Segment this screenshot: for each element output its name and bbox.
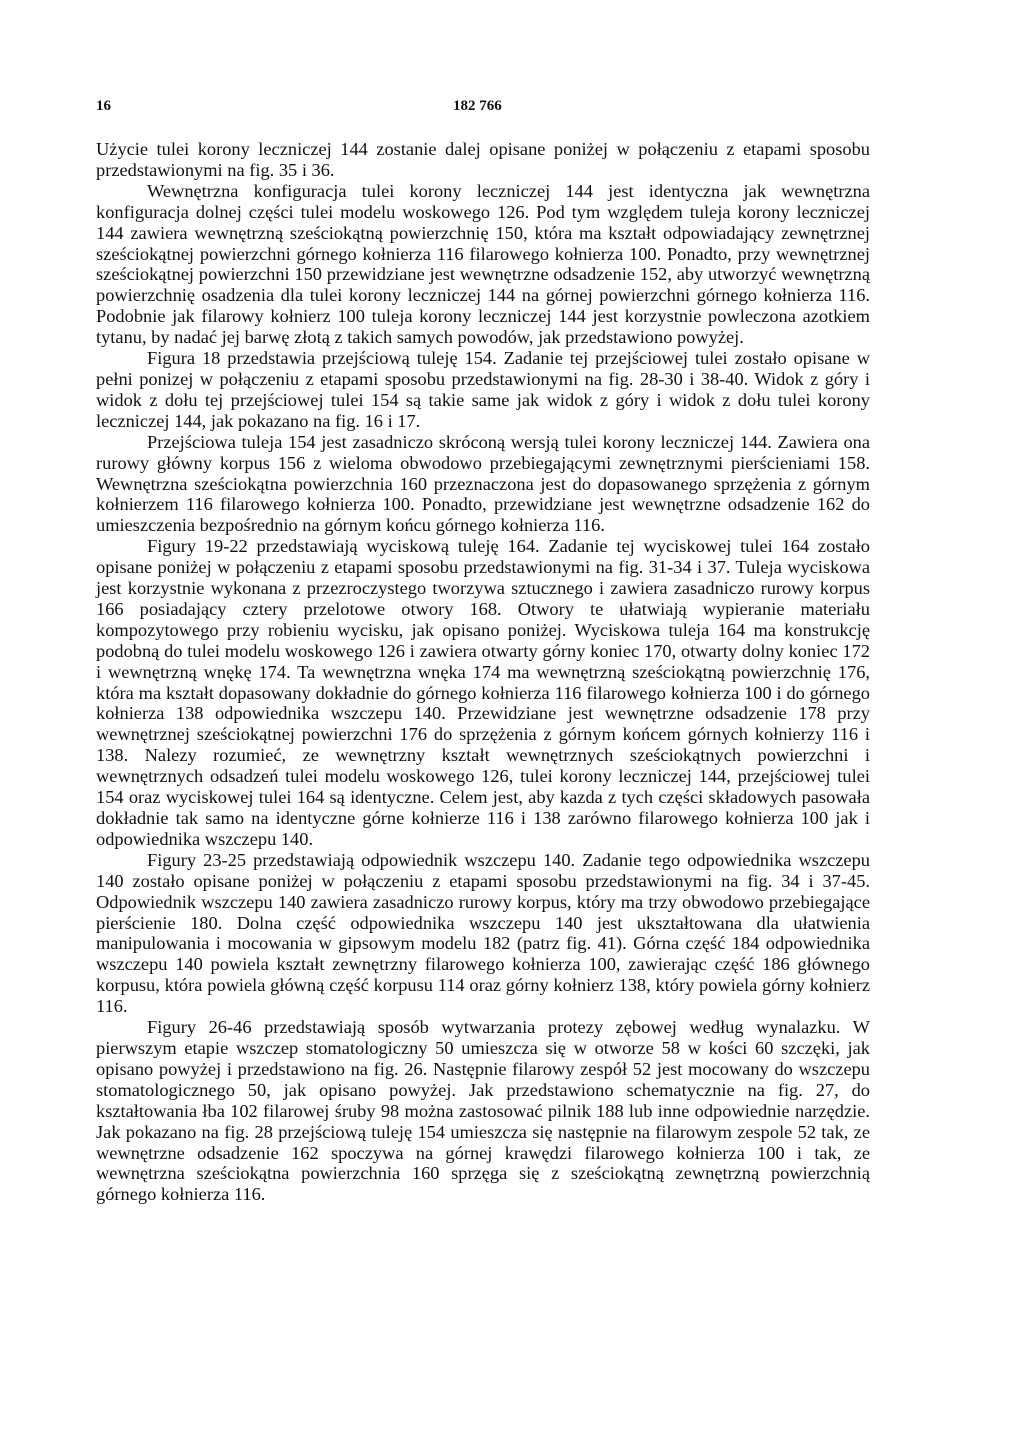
paragraph: Przejściowa tuleja 154 jest zasadniczo skróconą wersją tulei korony leczniczej 144. Zawiera ona rurowy główny korpus 156 z wieloma obwodowo przebiegającymi zewnętrznymi pierścieniami 158. Wewnętrzna sześciokątna powierzchnia 160 przeznaczona jest do dopasowanego sprzężenia z górnym kołnierzem 116 filarowego kołnierza 100. Ponadto, przewidziane jest wewnętrzne odsadzenie 162 do umieszczenia bezpośrednio na górnym końcu górnego kołnierza 116. (96, 431, 870, 536)
body-text (96, 139, 870, 1205)
page-number: 16 (96, 98, 111, 114)
paragraph: Figura 18 przedstawia przejściową tuleję 154. Zadanie tej przejściowej tulei zostało opisane w pełni ponizej w połączeniu z etapami sposobu przedstawionymi na fig. 28-30 i 38-40. Widok z góry i widok z dołu tej przejściowej tulei 154 są takie same jak widok z góry i widok z dołu tulei korony leczniczej 144, jak pokazano na fig. 16 i 17. (96, 348, 870, 431)
paragraph: Figury 23-25 przedstawiają odpowiednik wszczepu 140. Zadanie tego odpowiednika wszczepu 140 zostało opisane poniżej w połączeniu z etapami sposobu przedstawionymi na fig. 34 i 37-45. Odpowiednik wszczepu 140 zawiera zasadniczo rurowy korpus, który ma trzy obwodowo przebiegające pierścienie 180. Dolna część odpowiednika wszczepu 140 jest ukształtowana dla ułatwienia manipulowania i mocowania w gipsowym modelu 182 (patrz fig. 41). Górna część 184 odpowiednika wszczepu 140 powiela kształt zewnętrzny filarowego kołnierza 100, zawierając część 186 głównego korpusu, która powiela główną część korpusu 114 oraz górny kołnierz 138, który powiela górny kołnierz 116. (96, 849, 870, 1017)
paragraph: Figury 26-46 przedstawiają sposób wytwarzania protezy zębowej według wynalazku. W pierwszym etapie wszczep stomatologiczny 50 umieszcza się w otworze 58 w kości 60 szczęki, jak opisano powyżej i przedstawiono na fig. 26. Następnie filarowy zespół 52 jest mocowany do wszczepu stomatologicznego 50, jak opisano powyżej. Jak przedstawiono schematycznie na fig. 27, do kształtowania łba 102 filarowej śruby 98 można zastosować pilnik 188 lub inne odpowiednie narzędzie. Jak pokazano na fig. 28 przejściową tuleję 154 umieszcza się następnie na filarowym zespole 52 tak, ze wewnętrzne odsadzenie 162 spoczywa na górnej krawędzi filarowego kołnierza 100 i tak, ze wewnętrzna sześciokątna powierzchnia 160 sprzęga się z sześciokątną zewnętrzną powierzchnią górnego kołnierza 116. (96, 1017, 870, 1205)
paragraph: Wewnętrzna konfiguracja tulei korony leczniczej 144 jest identyczna jak wewnętrzna konfiguracja dolnej części tulei modelu woskowego 126. Pod tym względem tuleja korony leczniczej 144 zawiera wewnętrzną sześciokątną powierzchnię 150, która ma kształt odpowiadający zewnętrznej sześciokątnej powierzchni górnego kołnierza 116 filarowego kołnierza 100. Ponadto, przy wewnętrznej sześciokątnej powierzchni 150 przewidziane jest wewnętrzne odsadzenie 152, aby utworzyć wewnętrzną powierzchnię osadzenia dla tulei korony leczniczej 144 na górnej powierzchni górnego kołnierza 116. Podobnie jak filarowy kołnierz 100 tuleja korony leczniczej 144 jest korzystnie powleczona azotkiem tytanu, by nadać jej barwę złotą z takich samych powodów, jak przedstawiono powyżej. (96, 180, 870, 348)
paragraph: Użycie tulei korony leczniczej 144 zostanie dalej opisane poniżej w połączeniu z etapami sposobu przedstawionymi na fig. 35 i 36. (96, 139, 870, 180)
paragraph: Figury 19-22 przedstawiają wyciskową tuleję 164. Zadanie tej wyciskowej tulei 164 zostało opisane poniżej w połączeniu z etapami sposobu przedstawionymi na fig. 31-34 i 37. Tuleja wyciskowa jest korzystnie wykonana z przezroczystego tworzywa sztucznego i zawiera zasadniczo rurowy korpus 166 posiadający cztery przelotowe otwory 168. Otwory te ułatwiają wypieranie materiału kompozytowego przy robieniu wycisku, jak opisano poniżej. Wyciskowa tuleja 164 ma konstrukcję podobną do tulei modelu woskowego 126 i zawiera otwarty górny koniec 170, otwarty dolny koniec 172 i wewnętrzną wnękę 174. Ta wewnętrzna wnęka 174 ma wewnętrzną sześciokątną powierzchnię 176, która ma kształt dopasowany dokładnie do górnego kołnierza 116 filarowego kołnierza 100 i do górnego kołnierza 138 odpowiednika wszczepu 140. Przewidziane jest wewnętrzne odsadzenie 178 przy wewnętrznej sześciokątnej powierzchni 176 do sprzężenia z górnym końcem górnych kołnierzy 116 i 138. Nalezy rozumieć, ze wewnętrzny kształt wewnętrznych sześciokątnych powierzchni i wewnętrznych odsadzeń tulei modelu woskowego 126, tulei korony leczniczej 144, przejściowej tulei 154 oraz wyciskowej tulei 164 są identyczne. Celem jest, aby kazda z tych części składowych pasowała dokładnie tak samo na identyczne górne kołnierze 116 i 138 zarówno filarowego kołnierza 100 jak i odpowiednika wszczepu 140. (96, 536, 870, 849)
document-number: 182 766 (453, 98, 502, 114)
